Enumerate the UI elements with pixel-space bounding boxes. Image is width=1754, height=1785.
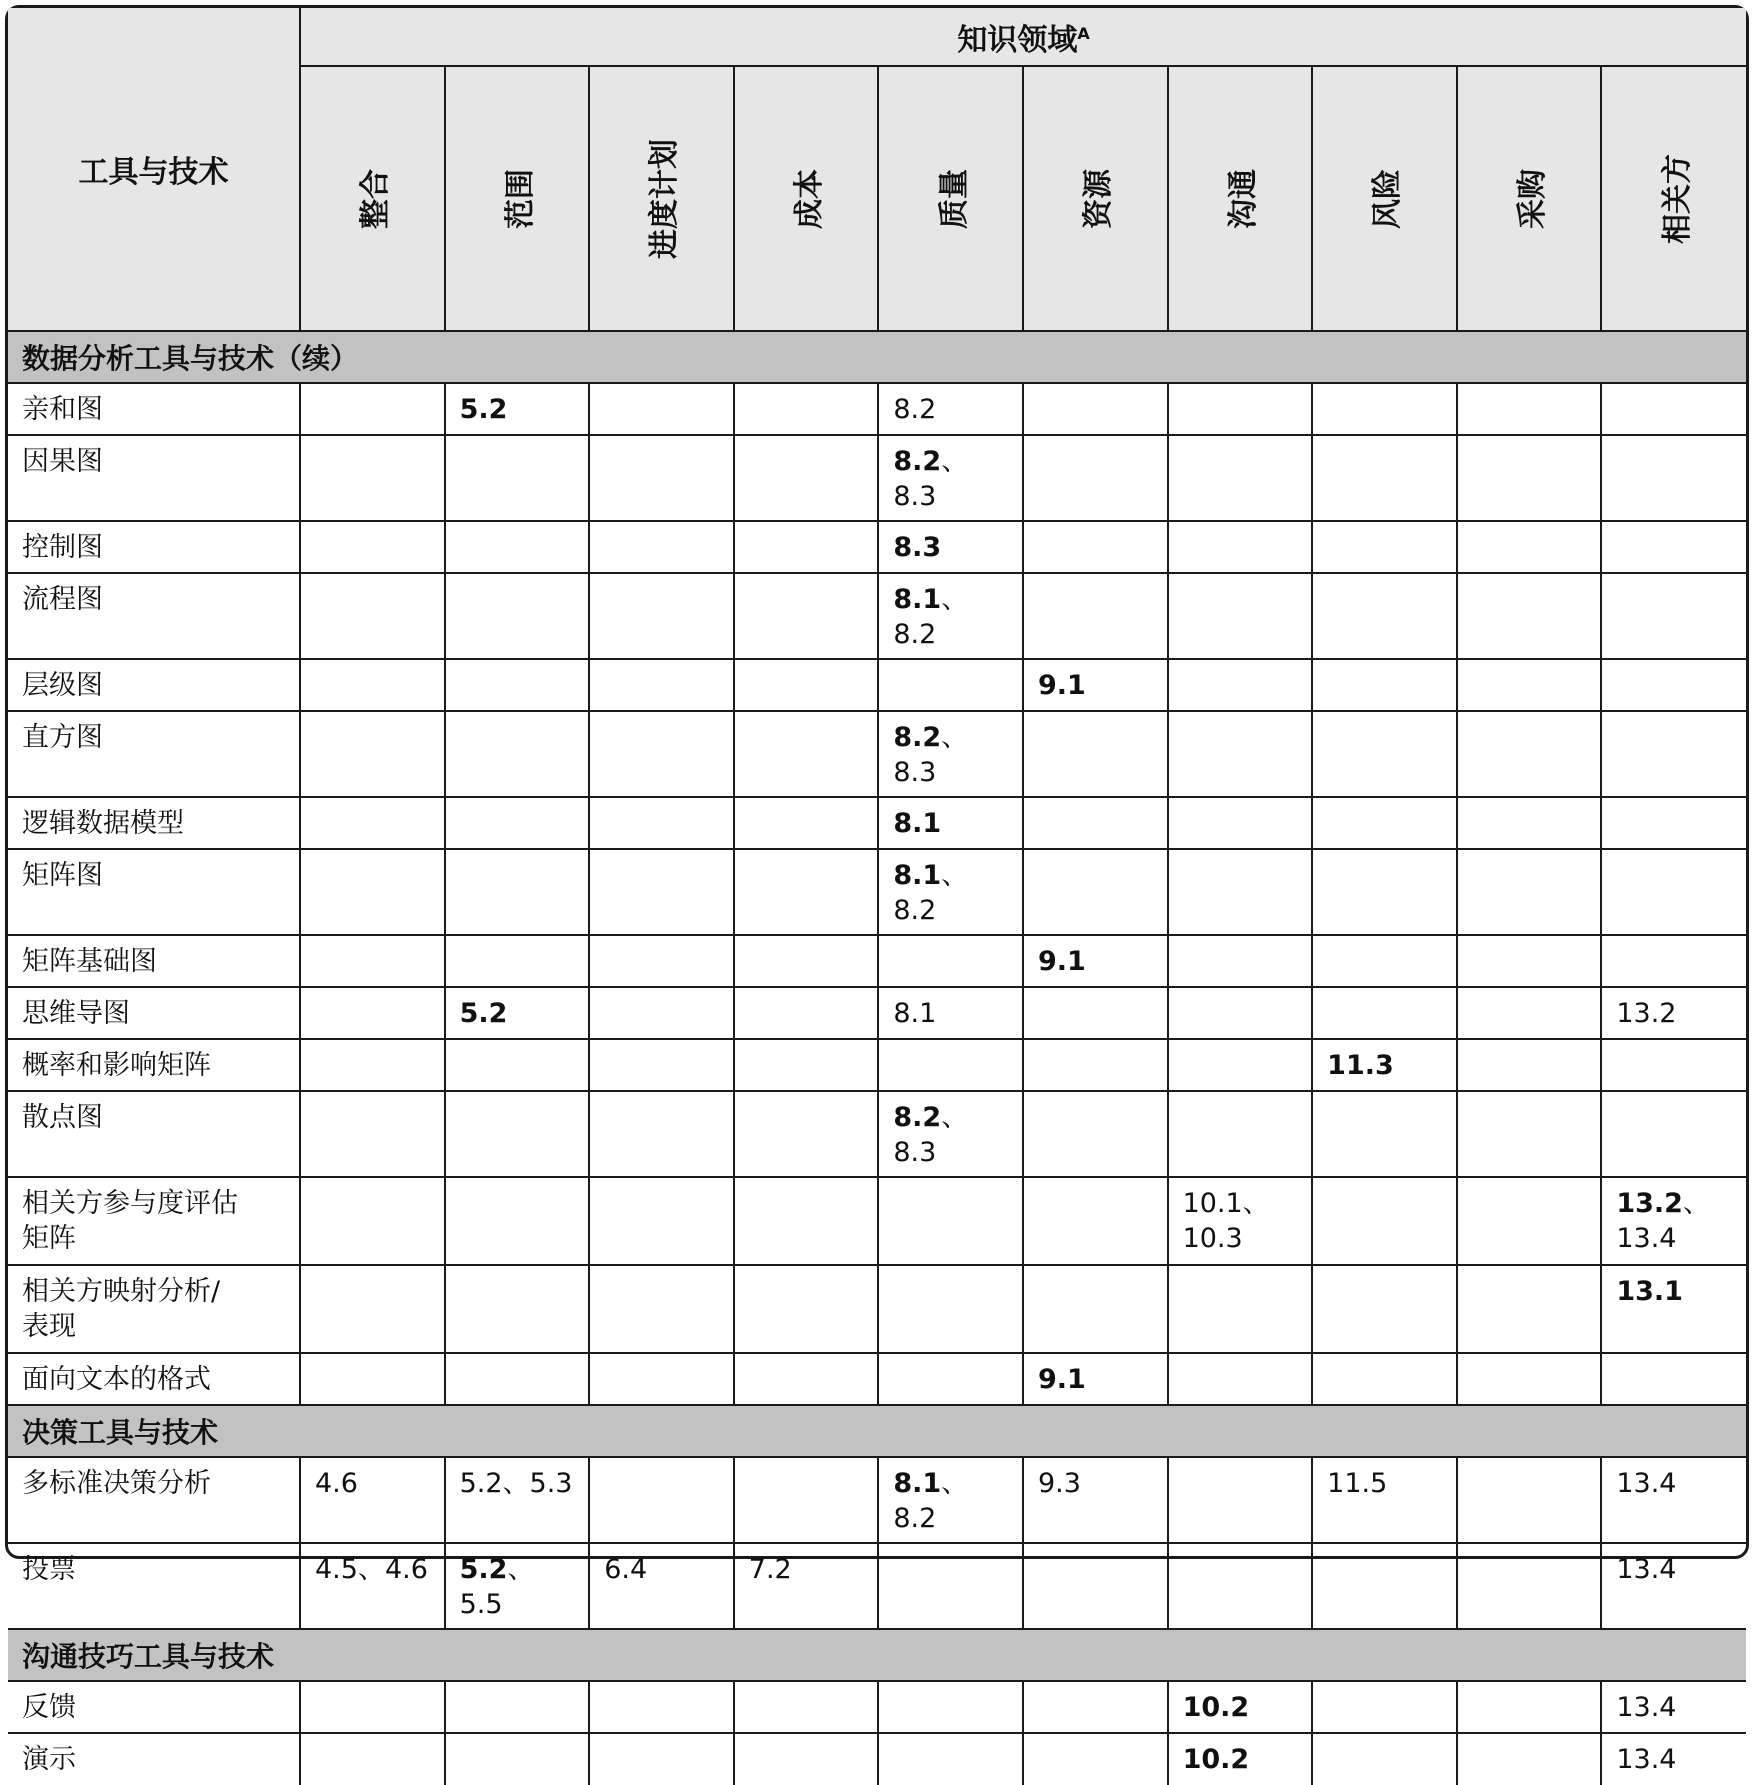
section-reference-cell — [734, 935, 879, 987]
column-header-label: 资源 — [1081, 168, 1117, 229]
section-reference-cell — [300, 521, 445, 573]
knowledge-area-footnote-mark: A — [1077, 23, 1090, 43]
section-reference-cell — [878, 659, 1023, 711]
tool-name-cell: 亲和图 — [8, 383, 300, 435]
section-reference-cell — [589, 383, 734, 435]
section-reference-cell — [1168, 573, 1313, 659]
section-reference-cell — [734, 573, 879, 659]
section-reference-cell — [1312, 435, 1457, 521]
section-reference-cell — [1457, 521, 1602, 573]
section-reference-cell — [1312, 849, 1457, 935]
section-reference-cell — [878, 1681, 1023, 1733]
section-reference-cell — [589, 659, 734, 711]
section-reference-cell — [1601, 1353, 1746, 1405]
section-reference-cell — [734, 383, 879, 435]
section-reference-cell: 8.1 — [878, 987, 1023, 1039]
section-reference-cell — [734, 849, 879, 935]
section-reference-cell: 8.2、8.3 — [878, 711, 1023, 797]
section-reference-cell: 13.1 — [1601, 1265, 1746, 1353]
table-row — [8, 711, 1746, 797]
section-reference-cell — [1168, 659, 1313, 711]
section-reference-cell — [878, 1039, 1023, 1091]
section-reference-cell — [1312, 659, 1457, 711]
section-reference-cell — [445, 711, 590, 797]
section-reference-cell — [1023, 711, 1168, 797]
column-header-label: 沟通 — [1225, 168, 1261, 229]
tool-name-cell: 多标准决策分析 — [8, 1457, 300, 1543]
section-reference-cell — [1312, 987, 1457, 1039]
section-reference-cell — [734, 987, 879, 1039]
section-reference-cell — [1023, 1265, 1168, 1353]
section-reference-cell — [300, 1681, 445, 1733]
section-reference-cell — [1023, 435, 1168, 521]
section-reference-cell — [1457, 711, 1602, 797]
section-reference-cell — [300, 1733, 445, 1785]
section-header-row — [8, 331, 1746, 383]
section-reference-cell — [1457, 1457, 1602, 1543]
section-reference-cell: 13.4 — [1601, 1543, 1746, 1629]
column-header — [445, 66, 590, 331]
section-reference-cell — [1457, 1091, 1602, 1177]
column-header-label: 采购 — [1515, 168, 1551, 229]
section-reference-cell — [1457, 935, 1602, 987]
tool-column-header-label: 工具与技术 — [78, 155, 229, 190]
section-reference-cell — [734, 797, 879, 849]
table-row — [8, 1177, 1746, 1265]
knowledge-area-header — [300, 8, 1746, 66]
section-reference-cell — [300, 659, 445, 711]
section-reference-cell — [589, 435, 734, 521]
section-reference-cell — [1023, 1733, 1168, 1785]
section-reference-cell: 5.2 — [445, 987, 590, 1039]
column-header — [734, 66, 879, 331]
tool-name-cell: 层级图 — [8, 659, 300, 711]
section-reference-cell: 8.1、8.2 — [878, 573, 1023, 659]
column-header — [878, 66, 1023, 331]
table-row — [8, 987, 1746, 1039]
section-reference-cell — [1457, 435, 1602, 521]
section-reference-cell — [589, 1265, 734, 1353]
section-reference-cell — [1168, 1543, 1313, 1629]
section-reference-cell — [1312, 1543, 1457, 1629]
tool-name-cell: 因果图 — [8, 435, 300, 521]
section-reference-cell — [300, 435, 445, 521]
tool-column-header — [8, 8, 300, 331]
section-reference-cell — [1023, 849, 1168, 935]
column-header-label: 范围 — [502, 168, 538, 229]
table-row — [8, 935, 1746, 987]
table-body — [8, 331, 1746, 1785]
section-reference-cell — [1312, 521, 1457, 573]
section-reference-cell: 4.5、4.6 — [300, 1543, 445, 1629]
section-reference-cell — [1312, 1091, 1457, 1177]
section-reference-cell — [589, 1091, 734, 1177]
section-reference-cell: 8.2 — [878, 383, 1023, 435]
section-reference-cell — [1457, 849, 1602, 935]
table-row — [8, 383, 1746, 435]
section-reference-cell — [1023, 1177, 1168, 1265]
table-row — [8, 573, 1746, 659]
section-reference-cell — [589, 1353, 734, 1405]
section-reference-cell: 5.2、5.3 — [445, 1457, 590, 1543]
tool-name-cell: 逻辑数据模型 — [8, 797, 300, 849]
section-reference-cell — [734, 711, 879, 797]
section-reference-cell — [1312, 383, 1457, 435]
section-reference-cell — [1168, 987, 1313, 1039]
section-reference-cell — [734, 1177, 879, 1265]
section-reference-cell — [734, 1039, 879, 1091]
section-reference-cell — [589, 1457, 734, 1543]
column-header — [300, 66, 445, 331]
section-reference-cell — [589, 935, 734, 987]
section-reference-cell — [1168, 521, 1313, 573]
section-reference-cell: 4.6 — [300, 1457, 445, 1543]
section-reference-cell — [1023, 521, 1168, 573]
section-reference-cell: 13.4 — [1601, 1681, 1746, 1733]
section-reference-cell — [445, 573, 590, 659]
section-reference-cell: 13.2 — [1601, 987, 1746, 1039]
section-reference-cell — [445, 521, 590, 573]
section-reference-cell — [445, 935, 590, 987]
section-reference-cell — [300, 849, 445, 935]
section-reference-cell — [1457, 1543, 1602, 1629]
section-reference-cell — [878, 1177, 1023, 1265]
table-row — [8, 435, 1746, 521]
section-reference-cell — [1168, 935, 1313, 987]
table-row — [8, 659, 1746, 711]
column-header-label: 相关方 — [1660, 153, 1696, 244]
section-reference-cell: 10.2 — [1168, 1733, 1313, 1785]
section-reference-cell — [734, 435, 879, 521]
section-reference-cell — [734, 1457, 879, 1543]
section-reference-cell — [1457, 659, 1602, 711]
section-reference-cell: 8.1、8.2 — [878, 849, 1023, 935]
section-reference-cell: 10.1、 10.3 — [1168, 1177, 1313, 1265]
section-reference-cell — [1168, 1091, 1313, 1177]
section-reference-cell — [734, 1091, 879, 1177]
tool-name-cell: 面向文本的格式 — [8, 1353, 300, 1405]
section-reference-cell — [300, 1353, 445, 1405]
column-header — [1023, 66, 1168, 331]
section-reference-cell: 8.1 — [878, 797, 1023, 849]
tool-name-cell: 相关方映射分析/ 表现 — [8, 1265, 300, 1353]
section-reference-cell — [1312, 1681, 1457, 1733]
section-reference-cell — [734, 1681, 879, 1733]
section-reference-cell — [445, 659, 590, 711]
section-reference-cell: 13.2、 13.4 — [1601, 1177, 1746, 1265]
section-reference-cell: 13.4 — [1601, 1457, 1746, 1543]
section-reference-cell — [1457, 573, 1602, 659]
knowledge-area-title: 知识领域 — [957, 22, 1078, 58]
section-title: 数据分析工具与技术（续） — [8, 331, 1746, 383]
section-reference-cell: 10.2 — [1168, 1681, 1313, 1733]
section-reference-cell — [1601, 711, 1746, 797]
column-header-label: 进度计划 — [647, 138, 683, 259]
column-header-label: 质量 — [936, 168, 972, 229]
section-reference-cell — [1312, 1177, 1457, 1265]
section-reference-cell — [1168, 1265, 1313, 1353]
section-reference-cell — [300, 935, 445, 987]
column-header-label: 风险 — [1370, 168, 1406, 229]
section-reference-cell — [1023, 1681, 1168, 1733]
section-reference-cell — [1457, 1265, 1602, 1353]
section-reference-cell — [1457, 383, 1602, 435]
table-row — [8, 521, 1746, 573]
section-reference-cell: 8.1、8.2 — [878, 1457, 1023, 1543]
section-reference-cell: 13.4 — [1601, 1733, 1746, 1785]
section-reference-cell — [878, 1265, 1023, 1353]
section-reference-cell — [589, 573, 734, 659]
section-reference-cell — [445, 1681, 590, 1733]
section-reference-cell — [1601, 383, 1746, 435]
section-reference-cell — [734, 1265, 879, 1353]
section-reference-cell — [445, 1091, 590, 1177]
section-reference-cell — [1168, 1353, 1313, 1405]
tool-name-cell: 演示 — [8, 1733, 300, 1785]
table-row — [8, 1457, 1746, 1543]
section-reference-cell — [1168, 797, 1313, 849]
table-row — [8, 1265, 1746, 1353]
section-reference-cell — [589, 1681, 734, 1733]
section-reference-cell — [1601, 1091, 1746, 1177]
section-reference-cell — [734, 659, 879, 711]
section-reference-cell — [1168, 435, 1313, 521]
section-reference-cell — [300, 797, 445, 849]
section-reference-cell — [300, 987, 445, 1039]
section-reference-cell — [300, 383, 445, 435]
section-reference-cell — [878, 1733, 1023, 1785]
section-reference-cell — [734, 1353, 879, 1405]
tool-name-cell: 相关方参与度评估 矩阵 — [8, 1177, 300, 1265]
tool-name-cell: 控制图 — [8, 521, 300, 573]
section-reference-cell — [1601, 521, 1746, 573]
section-reference-cell — [300, 1091, 445, 1177]
knowledge-area-table-frame — [5, 5, 1749, 1775]
section-reference-cell — [445, 1353, 590, 1405]
column-header — [1601, 66, 1746, 331]
section-reference-cell — [445, 1733, 590, 1785]
column-header-label: 成本 — [792, 168, 828, 229]
section-reference-cell — [445, 797, 590, 849]
section-reference-cell — [878, 1353, 1023, 1405]
tool-name-cell: 流程图 — [8, 573, 300, 659]
section-reference-cell: 11.5 — [1312, 1457, 1457, 1543]
section-reference-cell — [1457, 987, 1602, 1039]
section-title: 决策工具与技术 — [8, 1405, 1746, 1457]
column-header — [589, 66, 734, 331]
section-reference-cell — [1312, 1353, 1457, 1405]
section-reference-cell — [1023, 797, 1168, 849]
section-reference-cell — [589, 711, 734, 797]
section-reference-cell: 9.1 — [1023, 1353, 1168, 1405]
section-reference-cell — [589, 849, 734, 935]
section-header-row — [8, 1405, 1746, 1457]
section-reference-cell — [1457, 1353, 1602, 1405]
section-reference-cell — [1457, 1177, 1602, 1265]
section-reference-cell — [1312, 1265, 1457, 1353]
tool-name-cell: 思维导图 — [8, 987, 300, 1039]
section-reference-cell — [445, 849, 590, 935]
section-reference-cell — [1457, 1039, 1602, 1091]
table-row — [8, 849, 1746, 935]
section-reference-cell — [300, 1039, 445, 1091]
section-reference-cell — [589, 521, 734, 573]
section-reference-cell — [445, 1177, 590, 1265]
section-reference-cell — [1457, 797, 1602, 849]
section-reference-cell — [1312, 935, 1457, 987]
section-reference-cell — [1023, 1091, 1168, 1177]
section-reference-cell — [1168, 711, 1313, 797]
section-reference-cell — [445, 1265, 590, 1353]
section-reference-cell — [1457, 1733, 1602, 1785]
section-reference-cell: 7.2 — [734, 1543, 879, 1629]
section-title: 沟通技巧工具与技术 — [8, 1629, 1746, 1681]
section-reference-cell — [1168, 1039, 1313, 1091]
section-reference-cell: 9.3 — [1023, 1457, 1168, 1543]
table-row — [8, 1733, 1746, 1785]
tool-name-cell: 散点图 — [8, 1091, 300, 1177]
section-reference-cell: 5.2 — [445, 383, 590, 435]
section-reference-cell: 8.2、8.3 — [878, 1091, 1023, 1177]
section-reference-cell — [300, 711, 445, 797]
section-reference-cell — [1601, 573, 1746, 659]
section-reference-cell — [734, 1733, 879, 1785]
section-reference-cell — [878, 935, 1023, 987]
section-reference-cell — [300, 573, 445, 659]
section-reference-cell — [1023, 383, 1168, 435]
section-reference-cell — [1023, 1543, 1168, 1629]
section-reference-cell: 5.2、5.5 — [445, 1543, 590, 1629]
tools-knowledge-area-table — [8, 8, 1746, 1785]
section-reference-cell: 9.1 — [1023, 659, 1168, 711]
tool-name-cell: 反馈 — [8, 1681, 300, 1733]
section-reference-cell — [1312, 711, 1457, 797]
section-reference-cell — [300, 1177, 445, 1265]
section-reference-cell — [589, 987, 734, 1039]
tool-name-cell: 矩阵基础图 — [8, 935, 300, 987]
column-header — [1312, 66, 1457, 331]
column-header — [1168, 66, 1313, 331]
table-row — [8, 1039, 1746, 1091]
section-reference-cell — [589, 1039, 734, 1091]
column-header-label: 整合 — [358, 168, 394, 229]
table-row — [8, 797, 1746, 849]
section-reference-cell — [589, 1177, 734, 1265]
section-reference-cell — [300, 1265, 445, 1353]
section-reference-cell — [1601, 659, 1746, 711]
section-reference-cell — [1457, 1681, 1602, 1733]
section-reference-cell — [589, 797, 734, 849]
section-reference-cell: 8.2、8.3 — [878, 435, 1023, 521]
tool-name-cell: 矩阵图 — [8, 849, 300, 935]
section-reference-cell — [1601, 935, 1746, 987]
section-reference-cell — [1168, 849, 1313, 935]
section-reference-cell: 6.4 — [589, 1543, 734, 1629]
table-row — [8, 1543, 1746, 1629]
section-reference-cell: 9.1 — [1023, 935, 1168, 987]
tool-name-cell: 投票 — [8, 1543, 300, 1629]
section-reference-cell — [1601, 435, 1746, 521]
section-reference-cell — [1168, 383, 1313, 435]
column-header — [1457, 66, 1602, 331]
section-reference-cell — [1601, 849, 1746, 935]
section-reference-cell — [1023, 1039, 1168, 1091]
section-reference-cell — [1168, 1457, 1313, 1543]
section-reference-cell: 11.3 — [1312, 1039, 1457, 1091]
section-reference-cell — [1601, 797, 1746, 849]
section-reference-cell — [1023, 987, 1168, 1039]
section-reference-cell: 8.3 — [878, 521, 1023, 573]
section-reference-cell — [589, 1733, 734, 1785]
table-row — [8, 1681, 1746, 1733]
section-reference-cell — [445, 1039, 590, 1091]
table-row — [8, 1353, 1746, 1405]
section-reference-cell — [1601, 1039, 1746, 1091]
section-reference-cell — [734, 521, 879, 573]
table-row — [8, 1091, 1746, 1177]
section-reference-cell — [1312, 1733, 1457, 1785]
section-reference-cell — [878, 1543, 1023, 1629]
section-reference-cell — [445, 435, 590, 521]
section-header-row — [8, 1629, 1746, 1681]
section-reference-cell — [1023, 573, 1168, 659]
tool-name-cell: 直方图 — [8, 711, 300, 797]
section-reference-cell — [1312, 797, 1457, 849]
section-reference-cell — [1312, 573, 1457, 659]
tool-name-cell: 概率和影响矩阵 — [8, 1039, 300, 1091]
